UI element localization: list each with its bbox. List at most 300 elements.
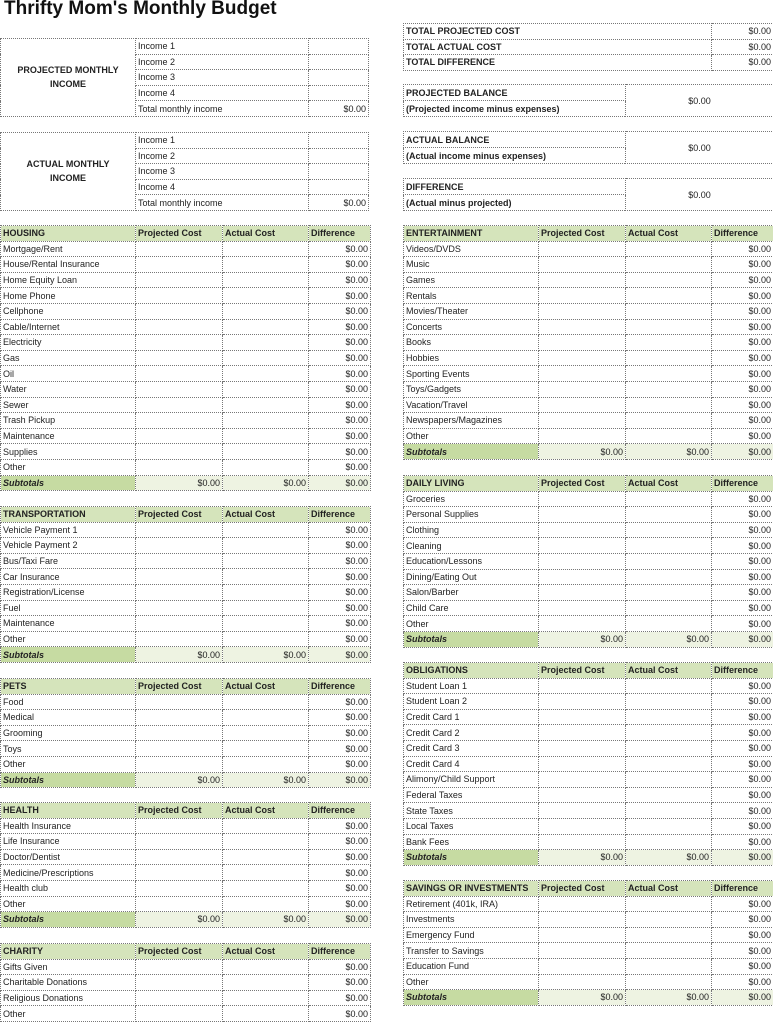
projected-cost-input[interactable] <box>136 538 223 554</box>
column-header: Actual Cost <box>223 679 309 695</box>
projected-cost-input[interactable] <box>539 896 626 912</box>
actual-cost-input[interactable] <box>223 849 309 865</box>
difference-value: $0.00 <box>712 772 773 788</box>
item-label: Medical <box>1 710 136 726</box>
projected-cost-input[interactable] <box>136 257 223 273</box>
item-label: Dining/Eating Out <box>404 569 539 585</box>
balance-row <box>404 85 773 101</box>
actual-cost-input[interactable] <box>626 428 712 444</box>
projected-cost-input[interactable] <box>136 459 223 475</box>
subtotal-value: $0.00 <box>223 647 309 663</box>
projected-cost-input[interactable] <box>539 413 626 429</box>
balance-value: $0.00 <box>626 132 773 164</box>
difference-value: $0.00 <box>309 522 371 538</box>
item-label: Credit Card 4 <box>404 756 539 772</box>
table-row <box>404 787 773 803</box>
projected-cost-input[interactable] <box>539 491 626 507</box>
difference-value: $0.00 <box>712 522 773 538</box>
actual-cost-input[interactable] <box>223 584 309 600</box>
subtotal-value: $0.00 <box>136 475 223 491</box>
projected-cost-input[interactable] <box>136 366 223 382</box>
column-header: Projected Cost <box>539 663 626 679</box>
projected-cost-input[interactable] <box>136 959 223 975</box>
column-header: Actual Cost <box>626 226 712 242</box>
actual-cost-input[interactable] <box>626 350 712 366</box>
actual-cost-input[interactable] <box>626 569 712 585</box>
actual-cost-input[interactable] <box>223 880 309 896</box>
item-label: Supplies <box>1 444 136 460</box>
projected-cost-input[interactable] <box>136 303 223 319</box>
difference-value: $0.00 <box>309 413 371 429</box>
projected-cost-input[interactable] <box>539 585 626 601</box>
actual-cost-input[interactable] <box>626 694 712 710</box>
actual-cost-input[interactable] <box>223 413 309 429</box>
projected-cost-input[interactable] <box>136 975 223 991</box>
balance-label: DIFFERENCE <box>404 179 626 195</box>
actual-cost-input[interactable] <box>223 1006 309 1022</box>
category-header-row <box>404 881 773 897</box>
item-label: Local Taxes <box>404 818 539 834</box>
actual-cost-input[interactable] <box>626 943 712 959</box>
actual-cost-input[interactable] <box>223 538 309 554</box>
projected-cost-input[interactable] <box>136 272 223 288</box>
actual-cost-input[interactable] <box>223 959 309 975</box>
difference-value: $0.00 <box>712 616 773 632</box>
income-label: Income 3 <box>136 70 309 86</box>
projected-cost-input[interactable] <box>539 678 626 694</box>
projected-cost-input[interactable] <box>136 350 223 366</box>
actual-cost-input[interactable] <box>223 616 309 632</box>
difference-value: $0.00 <box>712 694 773 710</box>
projected-cost-input[interactable] <box>539 303 626 319</box>
actual-cost-input[interactable] <box>626 803 712 819</box>
difference-value: $0.00 <box>712 553 773 569</box>
item-label: Maintenance <box>1 616 136 632</box>
projected-cost-input[interactable] <box>136 522 223 538</box>
actual-cost-input[interactable] <box>626 958 712 974</box>
item-label: Other <box>404 428 539 444</box>
actual-cost-input[interactable] <box>626 413 712 429</box>
projected-cost-input[interactable] <box>136 616 223 632</box>
table-row <box>1 569 371 585</box>
subtotal-value: $0.00 <box>309 912 371 928</box>
projected-cost-input[interactable] <box>136 335 223 351</box>
actual-cost-input[interactable] <box>223 459 309 475</box>
projected-cost-input[interactable] <box>539 803 626 819</box>
income-label: Income 4 <box>136 179 309 195</box>
actual-cost-input[interactable] <box>223 303 309 319</box>
table-row <box>1 257 371 273</box>
actual-cost-input[interactable] <box>223 350 309 366</box>
subtotal-value: $0.00 <box>309 647 371 663</box>
table-row <box>1 522 371 538</box>
projected-cost-input[interactable] <box>136 444 223 460</box>
projected-cost-input[interactable] <box>539 694 626 710</box>
actual-cost-input[interactable] <box>223 818 309 834</box>
item-label: Emergency Fund <box>404 927 539 943</box>
projected-cost-input[interactable] <box>136 710 223 726</box>
difference-value: $0.00 <box>712 257 773 273</box>
difference-value: $0.00 <box>712 428 773 444</box>
actual-cost-input[interactable] <box>223 241 309 257</box>
actual-cost-input[interactable] <box>223 990 309 1006</box>
charity-table <box>0 943 371 1022</box>
income-amount-input[interactable] <box>309 179 369 195</box>
difference-value: $0.00 <box>309 1006 371 1022</box>
item-label: Alimony/Child Support <box>404 772 539 788</box>
income-total-label: Total monthly income <box>136 195 309 211</box>
difference-value: $0.00 <box>712 241 773 257</box>
table-row <box>1 616 371 632</box>
item-label: Electricity <box>1 335 136 351</box>
subtotal-row <box>404 444 773 460</box>
projected-cost-input[interactable] <box>539 943 626 959</box>
subtotal-label: Subtotals <box>1 475 136 491</box>
column-header: Difference <box>712 476 773 492</box>
subtotal-row <box>1 475 371 491</box>
projected-cost-input[interactable] <box>136 880 223 896</box>
projected-cost-input[interactable] <box>539 600 626 616</box>
subtotal-value: $0.00 <box>136 772 223 788</box>
item-label: Maintenance <box>1 428 136 444</box>
item-label: Doctor/Dentist <box>1 849 136 865</box>
projected-cost-input[interactable] <box>539 927 626 943</box>
projected-cost-input[interactable] <box>136 849 223 865</box>
actual-cost-input[interactable] <box>626 787 712 803</box>
actual-cost-input[interactable] <box>626 818 712 834</box>
projected-cost-input[interactable] <box>136 600 223 616</box>
projected-cost-input[interactable] <box>539 257 626 273</box>
actual-cost-input[interactable] <box>223 600 309 616</box>
actual-cost-input[interactable] <box>626 912 712 928</box>
projected-cost-input[interactable] <box>539 553 626 569</box>
actual-cost-input[interactable] <box>223 725 309 741</box>
actual-cost-input[interactable] <box>626 335 712 351</box>
actual-cost-input[interactable] <box>626 896 712 912</box>
actual-cost-input[interactable] <box>626 272 712 288</box>
difference-value: $0.00 <box>309 257 371 273</box>
actual-cost-input[interactable] <box>626 381 712 397</box>
projected-cost-input[interactable] <box>539 834 626 850</box>
difference-value: $0.00 <box>309 818 371 834</box>
projected-cost-input[interactable] <box>136 319 223 335</box>
table-row <box>1 459 371 475</box>
actual-cost-input[interactable] <box>223 444 309 460</box>
actual-cost-input[interactable] <box>223 834 309 850</box>
subtotal-value: $0.00 <box>626 631 712 647</box>
table-row <box>404 600 773 616</box>
projected-cost-input[interactable] <box>539 912 626 928</box>
difference-value: $0.00 <box>309 272 371 288</box>
item-label: Food <box>1 694 136 710</box>
table-row <box>1 896 371 912</box>
table-row <box>1 694 371 710</box>
table-row <box>404 538 773 554</box>
item-label: Oil <box>1 366 136 382</box>
item-label: Bus/Taxi Fare <box>1 553 136 569</box>
subtotal-value: $0.00 <box>626 444 712 460</box>
table-row <box>404 272 773 288</box>
income-amount-input[interactable] <box>309 133 369 149</box>
item-label: Credit Card 3 <box>404 740 539 756</box>
projected-cost-input[interactable] <box>539 958 626 974</box>
table-row <box>404 896 773 912</box>
actual-cost-input[interactable] <box>626 616 712 632</box>
projected-cost-input[interactable] <box>136 834 223 850</box>
actual-cost-input[interactable] <box>223 272 309 288</box>
item-label: Personal Supplies <box>404 507 539 523</box>
table-row <box>404 303 773 319</box>
projected-cost-input[interactable] <box>539 772 626 788</box>
actual-cost-input[interactable] <box>626 288 712 304</box>
actual-cost-input[interactable] <box>626 553 712 569</box>
actual-cost-input[interactable] <box>223 366 309 382</box>
item-label: House/Rental Insurance <box>1 257 136 273</box>
projected-cost-input[interactable] <box>539 709 626 725</box>
actual-cost-input[interactable] <box>626 709 712 725</box>
actual-cost-input[interactable] <box>223 522 309 538</box>
totals-row <box>404 55 773 71</box>
actual-cost-input[interactable] <box>223 741 309 757</box>
table-row <box>404 834 773 850</box>
column-header: Actual Cost <box>626 663 712 679</box>
difference-value: $0.00 <box>309 990 371 1006</box>
subtotal-label: Subtotals <box>404 990 539 1006</box>
projected-cost-input[interactable] <box>539 241 626 257</box>
projected-cost-input[interactable] <box>539 522 626 538</box>
projected-cost-input[interactable] <box>539 272 626 288</box>
actual-cost-input[interactable] <box>223 381 309 397</box>
totals-table <box>403 23 773 71</box>
projected-cost-input[interactable] <box>539 725 626 741</box>
table-row <box>1 975 371 991</box>
table-row <box>1 880 371 896</box>
actual-cost-input[interactable] <box>223 694 309 710</box>
item-label: Trash Pickup <box>1 413 136 429</box>
projected-cost-input[interactable] <box>136 741 223 757</box>
actual-cost-input[interactable] <box>626 303 712 319</box>
table-row <box>1 366 371 382</box>
table-row <box>1 1006 371 1022</box>
difference-value: $0.00 <box>309 553 371 569</box>
column-header: Difference <box>712 881 773 897</box>
projected-cost-input[interactable] <box>136 553 223 569</box>
balance-label: PROJECTED BALANCE <box>404 85 626 101</box>
actual-cost-input[interactable] <box>223 553 309 569</box>
projected-cost-input[interactable] <box>136 569 223 585</box>
actual-cost-input[interactable] <box>626 678 712 694</box>
table-row <box>404 616 773 632</box>
actual-cost-input[interactable] <box>626 740 712 756</box>
table-row <box>1 319 371 335</box>
projected-cost-input[interactable] <box>539 756 626 772</box>
projected-cost-input[interactable] <box>136 990 223 1006</box>
income-label: Income 4 <box>136 85 309 101</box>
projected-cost-input[interactable] <box>136 865 223 881</box>
difference-value: $0.00 <box>712 538 773 554</box>
projected-cost-input[interactable] <box>136 1006 223 1022</box>
income-amount-input[interactable] <box>309 164 369 180</box>
difference-value: $0.00 <box>309 880 371 896</box>
actual-cost-input[interactable] <box>223 631 309 647</box>
projected-cost-input[interactable] <box>539 740 626 756</box>
table-row <box>404 319 773 335</box>
difference-value: $0.00 <box>309 319 371 335</box>
projected-cost-input[interactable] <box>136 756 223 772</box>
projected-cost-input[interactable] <box>539 288 626 304</box>
item-label: Bank Fees <box>404 834 539 850</box>
difference-value: $0.00 <box>712 756 773 772</box>
difference-value: $0.00 <box>309 600 371 616</box>
difference-value: $0.00 <box>712 288 773 304</box>
projected-cost-input[interactable] <box>136 694 223 710</box>
actual-cost-input[interactable] <box>223 569 309 585</box>
projected-cost-input[interactable] <box>136 584 223 600</box>
actual-cost-input[interactable] <box>223 397 309 413</box>
projected-cost-input[interactable] <box>539 397 626 413</box>
projected-cost-input[interactable] <box>539 787 626 803</box>
totals-row <box>404 24 773 40</box>
difference-value: $0.00 <box>712 927 773 943</box>
projected-cost-input[interactable] <box>136 818 223 834</box>
balance-box <box>403 84 773 117</box>
subtotal-value: $0.00 <box>626 990 712 1006</box>
category-title: TRANSPORTATION <box>1 507 136 523</box>
actual-cost-input[interactable] <box>223 710 309 726</box>
actual-cost-input[interactable] <box>223 319 309 335</box>
projected-cost-input[interactable] <box>539 616 626 632</box>
difference-value: $0.00 <box>712 974 773 990</box>
table-row <box>404 366 773 382</box>
subtotal-value: $0.00 <box>223 912 309 928</box>
actual-cost-input[interactable] <box>223 288 309 304</box>
category-header-row <box>404 226 773 242</box>
actual-cost-input[interactable] <box>626 538 712 554</box>
item-label: Sporting Events <box>404 366 539 382</box>
actual-cost-input[interactable] <box>223 975 309 991</box>
difference-value: $0.00 <box>309 397 371 413</box>
projected-cost-input[interactable] <box>539 366 626 382</box>
projected-cost-input[interactable] <box>136 725 223 741</box>
table-row <box>1 397 371 413</box>
column-header: Actual Cost <box>223 803 309 819</box>
income-amount-input[interactable] <box>309 39 369 55</box>
subtotal-value: $0.00 <box>539 444 626 460</box>
projected-cost-input[interactable] <box>539 569 626 585</box>
category-title: OBLIGATIONS <box>404 663 539 679</box>
category-header-row <box>404 476 773 492</box>
table-row <box>1 303 371 319</box>
actual-cost-input[interactable] <box>223 428 309 444</box>
category-title: DAILY LIVING <box>404 476 539 492</box>
projected-cost-input[interactable] <box>136 896 223 912</box>
projected-cost-input[interactable] <box>539 319 626 335</box>
projected-cost-input[interactable] <box>136 288 223 304</box>
table-row <box>404 756 773 772</box>
difference-value: $0.00 <box>712 319 773 335</box>
actual-cost-input[interactable] <box>626 507 712 523</box>
actual-cost-input[interactable] <box>626 491 712 507</box>
column-header: Projected Cost <box>136 803 223 819</box>
actual-cost-input[interactable] <box>626 834 712 850</box>
projected-cost-input[interactable] <box>136 413 223 429</box>
item-label: Credit Card 2 <box>404 725 539 741</box>
actual-cost-input[interactable] <box>626 600 712 616</box>
column-header: Actual Cost <box>626 476 712 492</box>
actual-cost-input[interactable] <box>626 772 712 788</box>
subtotal-label: Subtotals <box>1 647 136 663</box>
item-label: Education Fund <box>404 958 539 974</box>
projected-cost-input[interactable] <box>136 241 223 257</box>
actual-cost-input[interactable] <box>626 241 712 257</box>
actual-cost-input[interactable] <box>626 319 712 335</box>
actual-cost-input[interactable] <box>626 257 712 273</box>
balance-sublabel: (Actual minus projected) <box>404 195 626 211</box>
actual-cost-input[interactable] <box>223 756 309 772</box>
projected-cost-input[interactable] <box>539 818 626 834</box>
actual-cost-input[interactable] <box>223 896 309 912</box>
actual-cost-input[interactable] <box>626 366 712 382</box>
difference-value: $0.00 <box>309 756 371 772</box>
item-label: Toys/Gadgets <box>404 381 539 397</box>
projected-cost-input[interactable] <box>539 974 626 990</box>
actual-cost-input[interactable] <box>626 522 712 538</box>
projected-cost-input[interactable] <box>539 381 626 397</box>
projected-cost-input[interactable] <box>136 397 223 413</box>
actual-cost-input[interactable] <box>626 756 712 772</box>
actual-cost-input[interactable] <box>223 335 309 351</box>
item-label: Rentals <box>404 288 539 304</box>
actual-cost-input[interactable] <box>626 974 712 990</box>
projected-cost-input[interactable] <box>136 428 223 444</box>
table-row <box>404 507 773 523</box>
projected-cost-input[interactable] <box>539 507 626 523</box>
item-label: Salon/Barber <box>404 585 539 601</box>
difference-value: $0.00 <box>309 303 371 319</box>
difference-value: $0.00 <box>712 787 773 803</box>
actual-cost-input[interactable] <box>626 585 712 601</box>
actual-cost-input[interactable] <box>626 927 712 943</box>
actual-cost-input[interactable] <box>626 725 712 741</box>
income-amount-input[interactable] <box>309 54 369 70</box>
health-table <box>0 802 371 928</box>
income-amount-input[interactable] <box>309 148 369 164</box>
income-amount-input[interactable] <box>309 85 369 101</box>
projected-cost-input[interactable] <box>136 631 223 647</box>
difference-value: $0.00 <box>309 335 371 351</box>
item-label: Medicine/Prescriptions <box>1 865 136 881</box>
difference-value: $0.00 <box>712 834 773 850</box>
table-row <box>1 288 371 304</box>
table-row <box>404 585 773 601</box>
totals-value: $0.00 <box>712 24 773 40</box>
projected-cost-input[interactable] <box>136 381 223 397</box>
income-amount-input[interactable] <box>309 70 369 86</box>
table-row <box>404 709 773 725</box>
item-label: Charitable Donations <box>1 975 136 991</box>
category-title: HEALTH <box>1 803 136 819</box>
projected-cost-input[interactable] <box>539 428 626 444</box>
item-label: Games <box>404 272 539 288</box>
projected-cost-input[interactable] <box>539 350 626 366</box>
projected-cost-input[interactable] <box>539 335 626 351</box>
actual-cost-input[interactable] <box>223 257 309 273</box>
projected-cost-input[interactable] <box>539 538 626 554</box>
actual-cost-input[interactable] <box>223 865 309 881</box>
actual-cost-input[interactable] <box>626 397 712 413</box>
column-header: Actual Cost <box>223 507 309 523</box>
table-row <box>404 974 773 990</box>
